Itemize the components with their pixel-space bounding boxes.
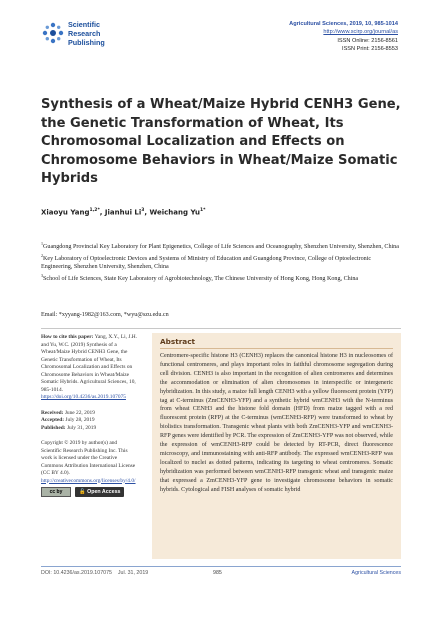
section-divider bbox=[41, 328, 401, 329]
paper-title: Synthesis of a Wheat/Maize Hybrid CENH3 Gene, the Genetic Transformation of Wheat, Its Chromosomal Localization and Effects on Chromosome Behaviors in Wheat/Maize Somatic Hybrids bbox=[41, 97, 401, 187]
corresponding-email[interactable]: Email: *xyyang-1982@163.com, *wyu@szu.edu.cn bbox=[41, 312, 169, 318]
publisher-logo-icon bbox=[40, 20, 66, 46]
author-name: Jianhui Li bbox=[104, 208, 142, 217]
footer-rule bbox=[41, 566, 401, 567]
author-name: Weichang Yu bbox=[149, 208, 200, 217]
publisher-line: Publishing bbox=[68, 38, 105, 47]
article-sidebar bbox=[41, 334, 139, 497]
journal-citation-line: Agricultural Sciences, 2019, 10, 985-1014 bbox=[289, 21, 398, 27]
footer-doi bbox=[41, 570, 148, 576]
affiliation-text: School of Life Sciences, State Key Laboratory of Agrobiotechnology, The Chinese University of Hong Kong, Hong Kong, China bbox=[43, 275, 359, 282]
author-name: Xiaoyu Yang bbox=[41, 208, 90, 217]
issn-online: ISSN Online: 2156-8561 bbox=[337, 37, 398, 44]
affiliation-3: $^3$School of Life Sciences, State Key Laboratory of Agrobiotechnology, The Chinese University of Hong Kong, Hong Kong, China bbox=[41, 272, 359, 282]
citation-block bbox=[41, 334, 139, 402]
cc-by-badge[interactable]: cc by bbox=[41, 487, 71, 497]
journal-url-link[interactable]: http://www.scirp.org/journal/as bbox=[323, 29, 398, 36]
published-date: July 31, 2019 bbox=[66, 424, 97, 431]
affiliation-1: $^1$Guangdong Provincial Key Laboratory for Plant Epigenetics, College of Life Sciences and Oceanography, Shenzhen University, Shenzhen, China bbox=[41, 241, 399, 251]
affiliations bbox=[41, 240, 401, 283]
license-badges bbox=[41, 487, 139, 497]
journal-info bbox=[289, 20, 398, 53]
cite-text: Yang, X.Y., Li, J.H. and Yu, W.C. (2019) Synthesis of a Wheat/Maize Hybrid CENH3 Gene, the Genetic Transformation of Wheat, Its Chromosomal Localization and Effects on Chromosome Behaviors in Wheat/Maize Somatic Hybrids. Agricultural Sciences, 10, 985-1014. bbox=[41, 334, 138, 393]
author-affil-mark: 1* bbox=[199, 208, 206, 213]
publisher-logo bbox=[40, 18, 130, 62]
issn-print: ISSN Print: 2156-8553 bbox=[342, 45, 398, 52]
license-link[interactable]: http://creativecommons.org/licenses/by/4.0/ bbox=[41, 477, 136, 484]
affiliation-text: Key Laboratory of Optoelectronic Devices and Systems of Ministry of Education and Guangdong Province, College of Optoelectronic Engineering, Shenzhen University, Shenzhen, China bbox=[41, 255, 372, 271]
affiliation-2: $^2$Key Laboratory of Optoelectronic Devices and Systems of Ministry of Education and Guangdong Province, College of Optoelectronic Engineering, Shenzhen University, Shenzhen, China bbox=[41, 252, 372, 271]
received-date: June 22, 2019 bbox=[64, 409, 95, 416]
dates-block bbox=[41, 410, 139, 433]
copyright-block bbox=[41, 440, 139, 485]
accepted-date: July 28, 2019 bbox=[65, 417, 95, 423]
author-affil-mark: 3 bbox=[141, 208, 145, 213]
received-label: Received: bbox=[41, 409, 64, 416]
author-affil-mark: 1,2* bbox=[89, 208, 100, 213]
abstract-box bbox=[152, 333, 401, 559]
open-access-badge bbox=[75, 487, 124, 497]
author-list: Xiaoyu Yang$^{1,2*}$, Jianhui Li$^3$, Weichang $Yu^{1*}$ bbox=[41, 208, 206, 217]
page-number: 985 bbox=[213, 570, 222, 576]
footer-doi-text[interactable]: DOI: 10.4236/as.2019.107075 bbox=[41, 570, 112, 576]
footer-date: Jul. 31, 2019 bbox=[117, 570, 149, 576]
abstract-text: Centromere-specific histone H3 (CENH3) replaces the canonical histone H3 in nucleosomes of functional centromeres, and plays important roles in faithful chromosome segregation during cell division. CENH3 is also important in the recognition of alien centromeres and determines the accommodation or elimination of alien chromosomes in interspecific or intergeneric hybridization. In this study, a maize full length CENH3 with a yellow fluorescent protein (YFP) tag at C-terminus (ZmCENH3-YFP) and a synthetic hybrid wmCENH3 with the N-terminus from wheat CENH3 and the histone fold domain (HFD) from maize tagged with a red fluorescent protein (RFP) at the C-terminus (wmCENH3-RFP) were transformed to wheat by biolistics transformation. Transgenic wheat plants with both ZmCENH3-YFP and wmCENH3-RFP genes were identified by PCR. The expression of ZmCENH3-YFP was not observed, while the expression of wmCENH3-RFP could be detected by RT-PCR, direct fluorescence microscopy, and immunostaining with anti-RFP antibody. The expressed wmCENH3-RFP was localized to nuclei as dotted patterns, indicating its targeting to wheat centromeres. Somatic hybridization was performed between wmCENH3-RFP transgenic wheat and transgenic maize that expressed a ZmCENH3-YFP gene to investigate chromosome behaviors in somatic hybrids. Cytological and FISH analyses of somatic hybrid bbox=[160, 353, 393, 493]
affiliation-text: Guangdong Provincial Key Laboratory for Plant Epigenetics, College of Life Sciences and Oceanography, Shenzhen University, Shenzhen, China bbox=[43, 244, 399, 251]
published-label: Published: bbox=[41, 424, 66, 431]
abstract-heading: Abstract bbox=[160, 337, 196, 346]
abstract-rule bbox=[160, 348, 393, 349]
publisher-name bbox=[68, 20, 105, 47]
footer-journal: Agricultural Sciences bbox=[351, 570, 401, 576]
copyright-text: Copyright © 2019 by author(s) and Scientific Research Publishing Inc. This work is licensed under the Creative Commons Attribution International License (CC BY 4.0). bbox=[41, 440, 136, 476]
accepted-label: Accepted: bbox=[41, 417, 65, 423]
open-lock-icon: 🔓 bbox=[79, 489, 86, 495]
cite-label: How to cite this paper: bbox=[41, 334, 94, 340]
doi-link[interactable]: https://doi.org/10.4236/as.2019.107075 bbox=[41, 394, 126, 400]
open-access-label: Open Access bbox=[87, 489, 121, 495]
publisher-line: Scientific bbox=[68, 20, 100, 29]
publisher-line: Research bbox=[68, 29, 101, 38]
